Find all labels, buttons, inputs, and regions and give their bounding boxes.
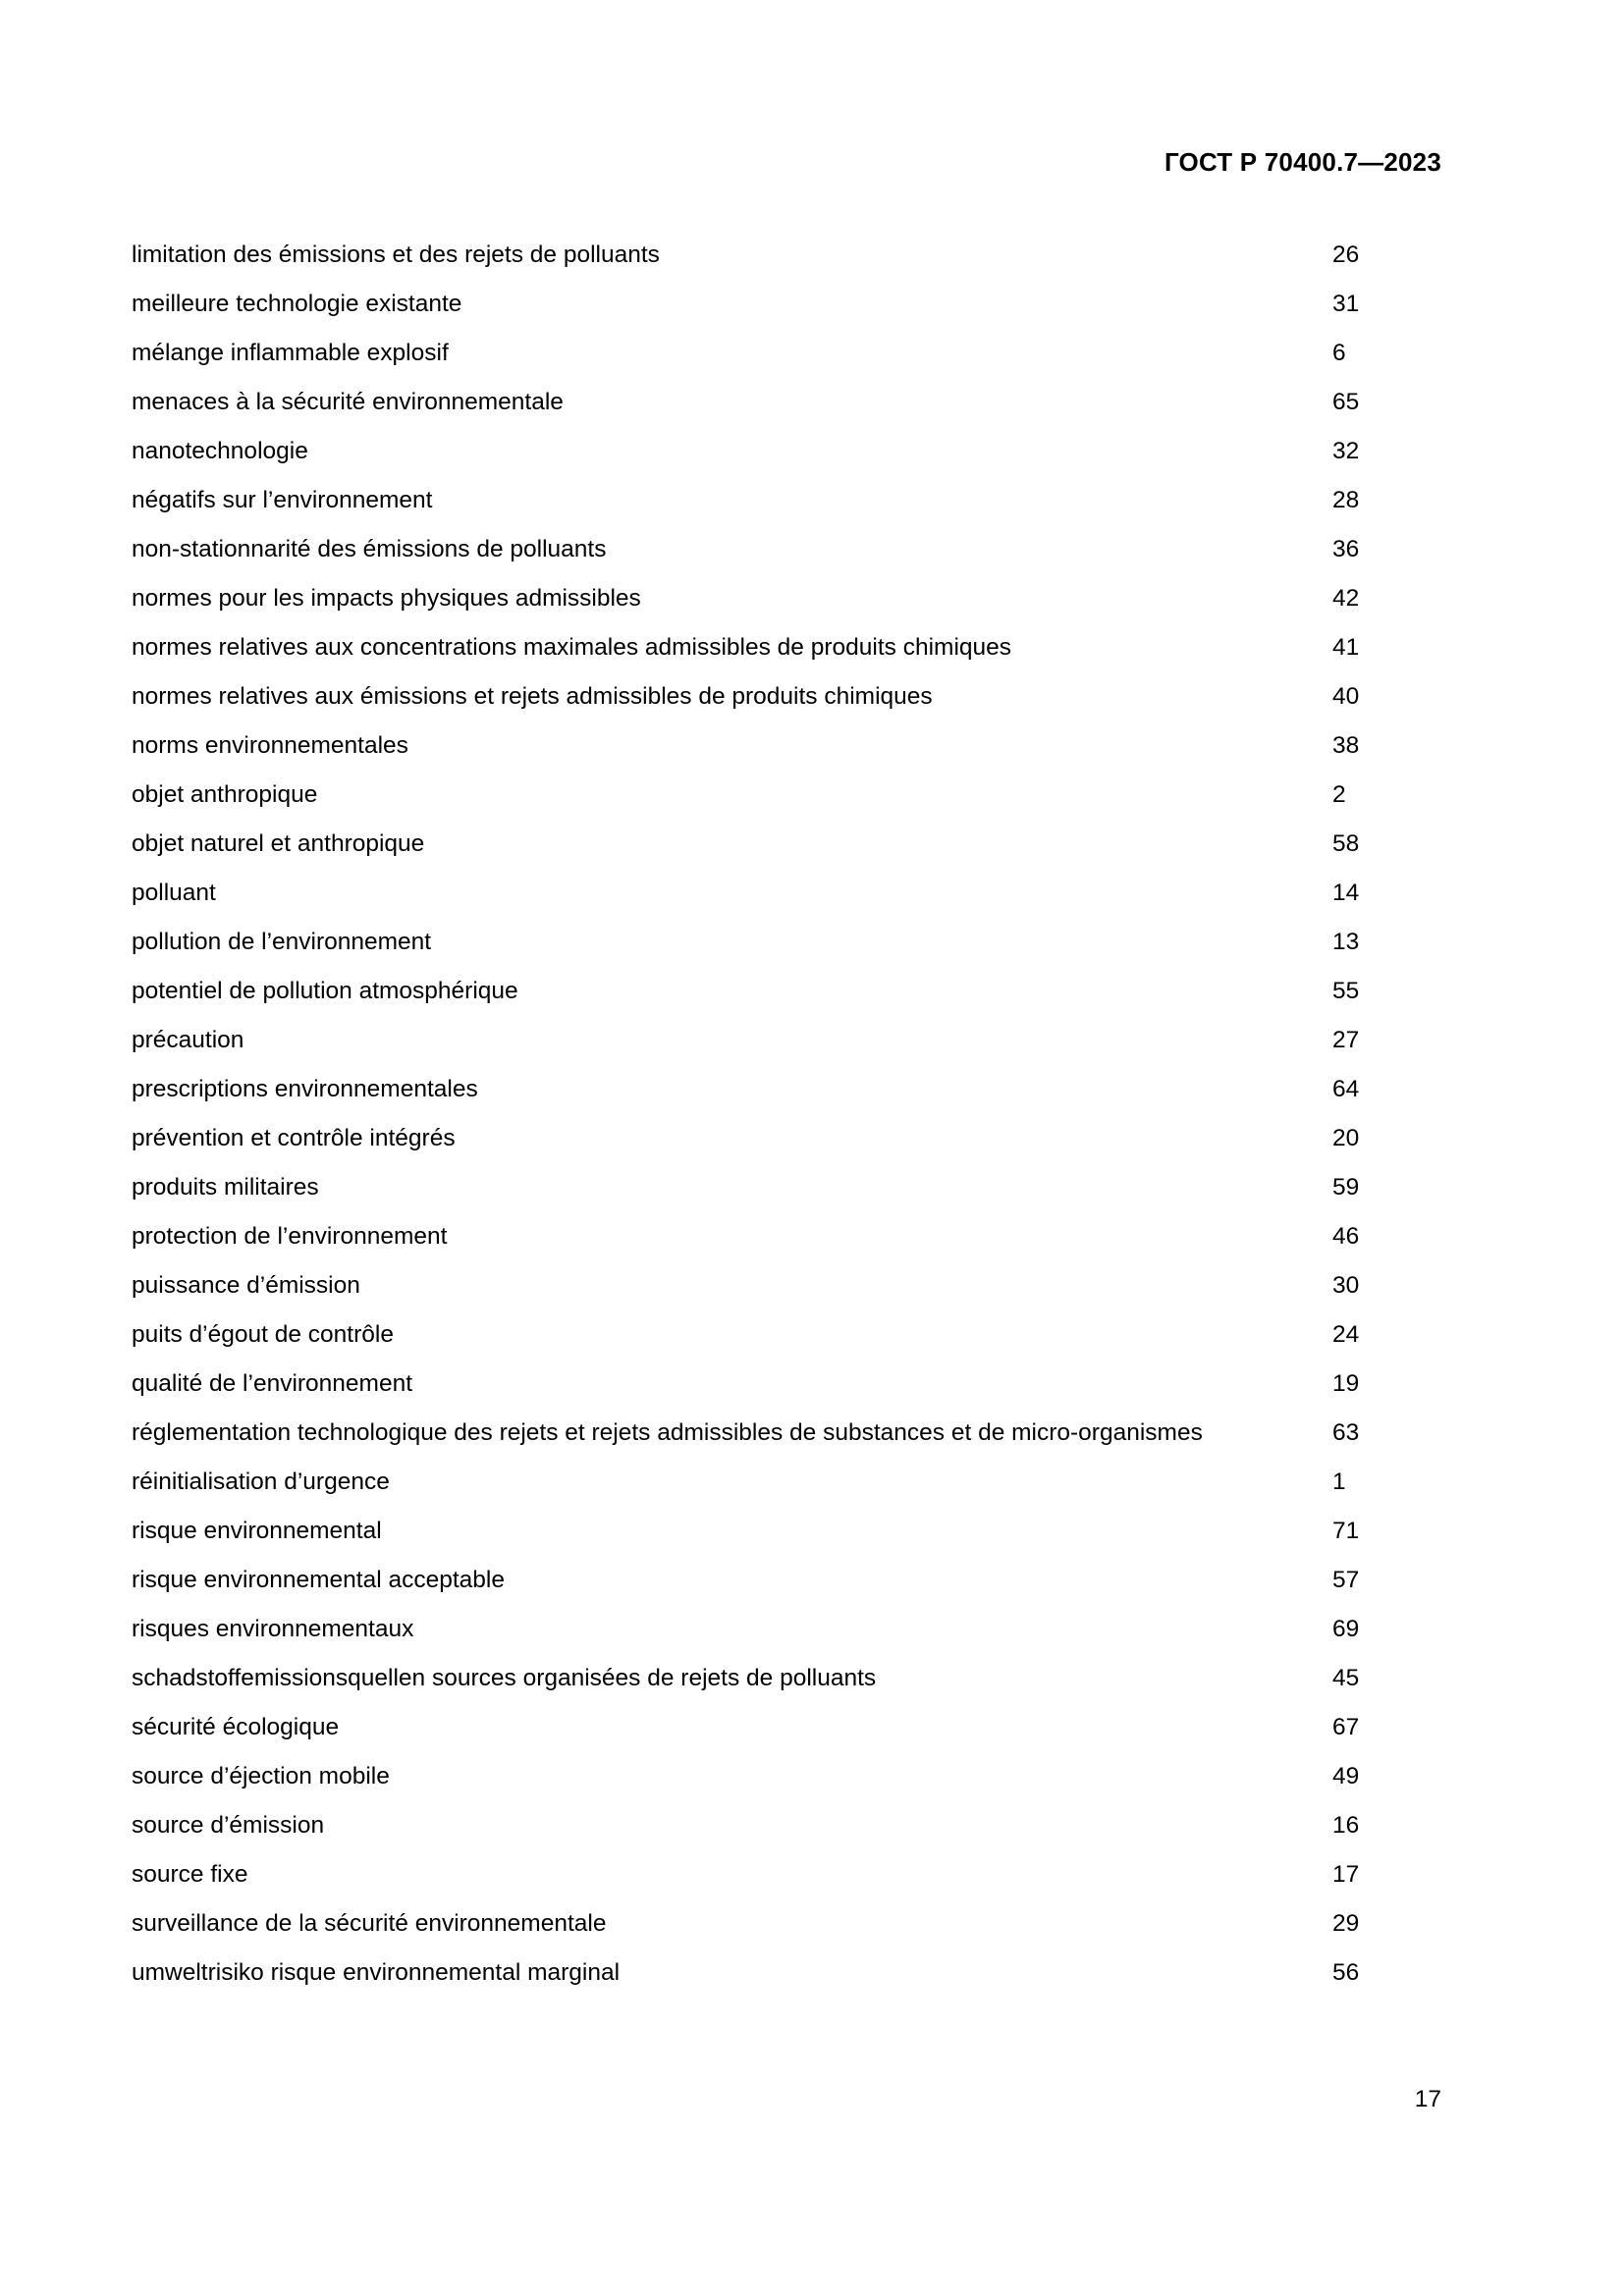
index-term: produits militaires [132,1174,319,1201]
index-entry [132,1418,1408,1468]
index-entry [132,1075,1408,1124]
index-entry [132,437,1408,486]
index-entry [132,1320,1408,1369]
index-term: risque environnemental [132,1518,382,1544]
index-term: polluant [132,880,216,906]
index-term: précaution [132,1027,244,1053]
index-entry [132,290,1408,339]
index-term: normes relatives aux concentrations maximales admissibles de produits chimiques [132,634,1012,661]
index-term-number: 63 [1332,1419,1360,1446]
index-term: qualité de l’environnement [132,1370,413,1397]
index-term-number: 16 [1332,1812,1360,1839]
index-term-number: 46 [1332,1223,1360,1250]
index-term: norms environnementales [132,732,408,759]
index-term-number: 57 [1332,1567,1360,1593]
index-term-number: 14 [1332,880,1360,906]
index-term: normes relatives aux émissions et rejets admissibles de produits chimiques [132,683,933,710]
index-entry [132,1517,1408,1566]
index-entry [132,486,1408,535]
index-entry [132,1173,1408,1222]
index-term: risques environnementaux [132,1616,414,1642]
index-term-number: 27 [1332,1027,1360,1053]
index-term-number: 67 [1332,1714,1360,1740]
index-entry [132,1664,1408,1713]
index-term-number: 38 [1332,732,1360,759]
index-entry [132,535,1408,584]
index-term: mélange inflammable explosif [132,340,449,366]
index-term: source fixe [132,1861,248,1888]
index-term: réinitialisation d’urgence [132,1468,390,1495]
index-term: limitation des émissions et des rejets de polluants [132,241,660,268]
index-entry [132,584,1408,633]
index-term: potentiel de pollution atmosphérique [132,978,518,1004]
index-term-number: 71 [1332,1518,1360,1544]
index-term: sécurité écologique [132,1714,340,1740]
page-number: 17 [1414,2086,1441,2112]
index-entry [132,879,1408,928]
index-term-number: 69 [1332,1616,1360,1642]
index-entry [132,339,1408,388]
index-term-number: 28 [1332,487,1360,513]
index-term: objet naturel et anthropique [132,830,425,857]
index-term: schadstoffemissionsquellen sources organisées de rejets de polluants [132,1665,877,1691]
index-term-number: 31 [1332,291,1360,317]
index-term: puits d’égout de contrôle [132,1321,394,1348]
index-term-number: 29 [1332,1910,1360,1937]
index-term-number: 56 [1332,1959,1360,1986]
index-entry [132,1026,1408,1075]
index-term-number: 65 [1332,389,1360,415]
index-term: menaces à la sécurité environnementale [132,389,564,415]
index-term-number: 24 [1332,1321,1360,1348]
index-term-number: 19 [1332,1370,1360,1397]
index-entry [132,240,1408,290]
index-term: protection de l’environnement [132,1223,448,1250]
index-entry [132,977,1408,1026]
index-term-number: 13 [1332,929,1360,955]
index-entry [132,731,1408,780]
term-index-list [132,240,1408,2007]
index-term: umweltrisiko risque environnemental marginal [132,1959,621,1986]
index-term-number: 6 [1332,340,1346,366]
index-term-number: 49 [1332,1763,1360,1789]
index-term: prescriptions environnementales [132,1076,478,1102]
index-term-number: 1 [1332,1468,1346,1495]
index-term: meilleure technologie existante [132,291,462,317]
index-entry [132,1958,1408,2007]
index-term-number: 64 [1332,1076,1360,1102]
index-term: prévention et contrôle intégrés [132,1125,456,1151]
index-term: surveillance de la sécurité environnementale [132,1910,607,1937]
index-term-number: 20 [1332,1125,1360,1151]
index-term-number: 17 [1332,1861,1360,1888]
index-entry [132,1271,1408,1320]
index-entry [132,388,1408,437]
index-term-number: 42 [1332,585,1360,612]
index-term-number: 40 [1332,683,1360,710]
index-term: source d’éjection mobile [132,1763,390,1789]
index-entry [132,1811,1408,1860]
index-term: risque environnemental acceptable [132,1567,505,1593]
index-term-number: 45 [1332,1665,1360,1691]
index-entry [132,1468,1408,1517]
index-entry [132,1615,1408,1664]
index-entry [132,1566,1408,1615]
index-term: réglementation technologique des rejets et rejets admissibles de substances et de micro-organismes [132,1419,1203,1446]
document-header: ГОСТ Р 70400.7—2023 [1164,147,1441,177]
index-entry [132,1369,1408,1418]
index-term: puissance d’émission [132,1272,360,1299]
index-entry [132,829,1408,879]
index-entry [132,1762,1408,1811]
index-term: objet anthropique [132,781,318,808]
index-term: nanotechnologie [132,438,308,464]
index-term: négatifs sur l’environnement [132,487,433,513]
index-entry [132,1713,1408,1762]
index-term: pollution de l’environnement [132,929,432,955]
index-entry [132,1860,1408,1909]
index-entry [132,1909,1408,1958]
index-term-number: 32 [1332,438,1360,464]
index-term-number: 58 [1332,830,1360,857]
index-term-number: 2 [1332,781,1346,808]
index-entry [132,1124,1408,1173]
index-entry [132,928,1408,977]
index-entry [132,780,1408,829]
index-term-number: 55 [1332,978,1360,1004]
index-term: normes pour les impacts physiques admissibles [132,585,641,612]
index-term-number: 41 [1332,634,1360,661]
index-term-number: 59 [1332,1174,1360,1201]
index-entry [132,682,1408,731]
index-term-number: 36 [1332,536,1360,562]
index-term: non-stationnarité des émissions de polluants [132,536,607,562]
index-term-number: 30 [1332,1272,1360,1299]
index-entry [132,633,1408,682]
index-entry [132,1222,1408,1271]
index-term: source d’émission [132,1812,325,1839]
index-term-number: 26 [1332,241,1360,268]
